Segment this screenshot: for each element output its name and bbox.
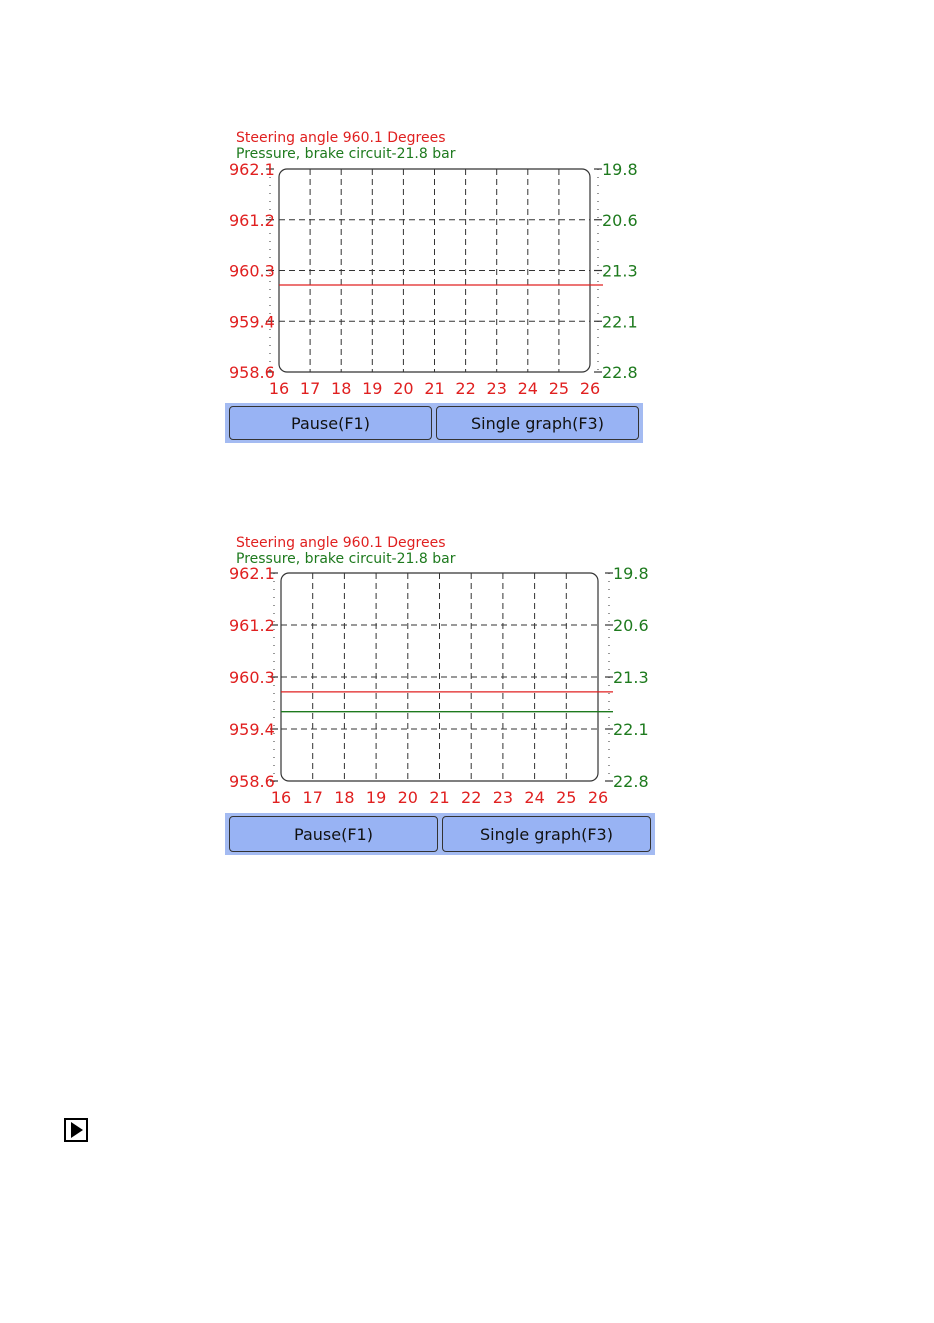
right-axis-tick-label: 21.3 — [613, 668, 649, 687]
right-axis-tick-label: 20.6 — [613, 616, 649, 635]
x-axis-tick-label: 22 — [455, 379, 476, 398]
x-axis-tick-label: 23 — [486, 379, 507, 398]
single-graph-button[interactable]: Single graph(F3) — [442, 816, 651, 852]
pause-button[interactable]: Pause(F1) — [229, 406, 432, 440]
chart-title-line: Pressure, brake circuit-21.8 bar — [236, 146, 456, 162]
right-axis-tick-label: 21.3 — [602, 261, 638, 281]
x-axis-tick-label: 24 — [524, 788, 545, 807]
chart-title-line: Steering angle 960.1 Degrees — [236, 535, 446, 551]
x-axis-tick-label: 16 — [270, 788, 292, 807]
graph-panel-1 — [225, 125, 643, 443]
x-axis-tick-label: 21 — [429, 788, 450, 807]
x-axis-tick-label: 24 — [517, 379, 538, 398]
left-axis-tick-label: 958.6 — [229, 363, 275, 382]
right-axis-tick-label: 19.8 — [602, 160, 638, 179]
x-axis-tick-label: 25 — [548, 379, 570, 398]
chart-title-line: Steering angle 960.1 Degrees — [236, 130, 446, 146]
play-icon — [64, 1118, 88, 1142]
x-axis-tick-label: 17 — [299, 379, 321, 398]
left-axis-tick-label: 960.3 — [229, 261, 275, 281]
x-axis-tick-label: 26 — [579, 379, 601, 398]
x-axis-tick-label: 22 — [461, 788, 482, 807]
pause-button[interactable]: Pause(F1) — [229, 816, 438, 852]
x-axis-tick-label: 19 — [362, 379, 383, 398]
left-axis-tick-label: 959.4 — [229, 312, 275, 332]
x-axis-tick-label: 21 — [424, 379, 445, 398]
x-axis-tick-label: 17 — [302, 788, 323, 807]
x-axis-tick-label: 18 — [331, 379, 352, 398]
x-axis-tick-label: 23 — [492, 788, 514, 807]
line-chart-2 — [225, 530, 655, 813]
right-axis-tick-label: 22.1 — [613, 720, 649, 739]
left-axis-tick-label: 961.2 — [229, 210, 275, 230]
x-axis-tick-label: 19 — [365, 788, 387, 807]
left-axis-tick-label: 958.6 — [229, 772, 275, 791]
right-axis-tick-label: 20.6 — [602, 210, 638, 230]
x-axis-tick-label: 20 — [397, 788, 418, 807]
right-axis-tick-label: 22.8 — [613, 772, 649, 791]
left-axis-tick-label: 962.1 — [229, 564, 275, 583]
button-bar-1 — [225, 403, 643, 443]
left-axis-tick-label: 962.1 — [229, 160, 275, 179]
x-axis-tick-label: 25 — [556, 788, 577, 807]
left-axis-tick-label: 961.2 — [229, 616, 275, 635]
left-axis-tick-label: 959.4 — [229, 720, 275, 739]
right-axis-tick-label: 19.8 — [613, 564, 649, 583]
single-graph-button[interactable]: Single graph(F3) — [436, 406, 639, 440]
button-bar-2 — [225, 813, 655, 855]
x-axis-tick-label: 26 — [587, 788, 609, 807]
left-axis-tick-label: 960.3 — [229, 668, 275, 687]
x-axis-tick-label: 20 — [393, 379, 414, 398]
right-axis-tick-label: 22.8 — [602, 363, 638, 382]
x-axis-tick-label: 18 — [334, 788, 355, 807]
graph-panel-2 — [225, 530, 655, 855]
x-axis-tick-label: 16 — [268, 379, 290, 398]
line-chart-1 — [225, 125, 643, 403]
right-axis-tick-label: 22.1 — [602, 312, 638, 332]
chart-title-line: Pressure, brake circuit-21.8 bar — [236, 551, 456, 567]
